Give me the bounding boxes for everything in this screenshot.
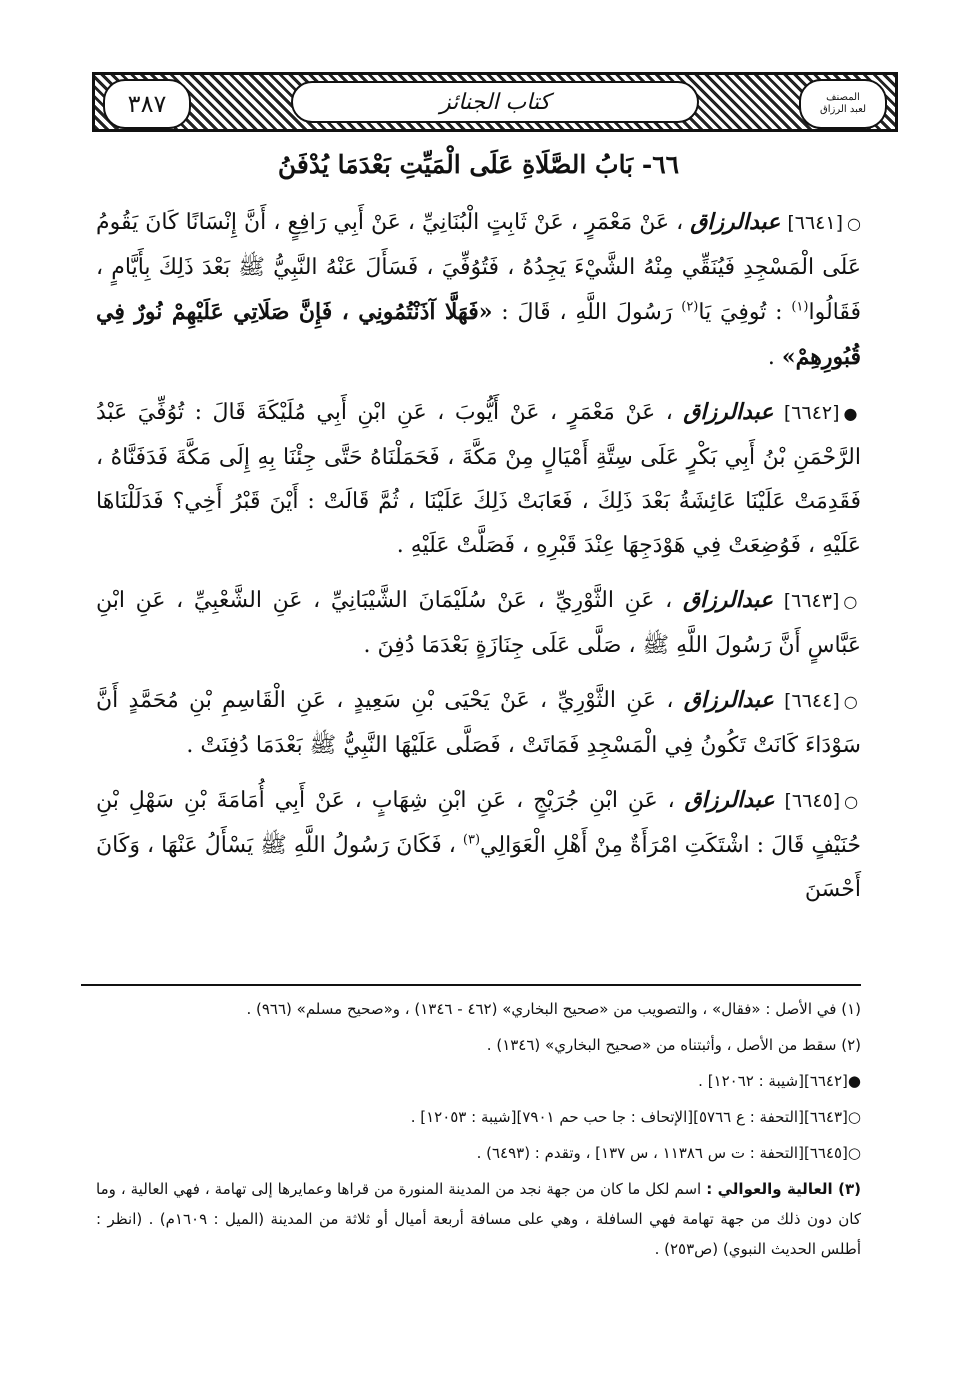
hadith-number: [٦٦٤٣] bbox=[783, 590, 840, 612]
footnote-divider bbox=[81, 984, 861, 986]
hadith-text: ، عَنِ ابْنِ جُرَيْجٍ ، عَنِ ابْنِ شِهَابٍ ، عَنْ أَبِي أُمَامَةَ بْنِ سَهْلِ بْنِ حُنَيْفٍ قَالَ : اشْتَكَتِ امْرَأَةٌ مِنْ أَهْلِ الْعَوَالِي bbox=[96, 788, 861, 858]
takhrij-6642: ●[٦٦٤٢][شيبة : ١٢٠٦٢] . bbox=[698, 1072, 861, 1090]
narrator: عبدالرزاق bbox=[682, 587, 774, 613]
hadith-number: [٦٦٤٥] bbox=[784, 790, 841, 812]
main-text bbox=[96, 200, 861, 922]
hadith-marker: ○ bbox=[843, 592, 862, 611]
header-title-cartouche bbox=[291, 81, 699, 123]
hadith-text: ، فَكَانَ رَسُولُ اللَّهِ ﷺ يَسْأَلُ عَنْهَا ، وَكَانَ أَحْسَنَ bbox=[96, 833, 861, 902]
hadith-number: [٦٦٤٢] bbox=[783, 402, 840, 424]
hadith-6644 bbox=[96, 678, 861, 768]
prophetic-quote: «فَهَلَّا آذَنْتُمُونِي ، فَإِنَّ صَلَاتِي عَلَيْهِمْ نُورٌ فِي قُبُورِهِمْ» bbox=[96, 299, 861, 370]
hadith-6641 bbox=[96, 200, 861, 380]
footnote-ref: (٣) bbox=[462, 832, 481, 848]
hadith-text: ، عَنْ مَعْمَرٍ ، عَنْ ثَابِتٍ الْبُنَانِيِّ ، عَنْ أَبِي رَافِعٍ ، أَنَّ إِنْسَانًا كَانَ يَقُومُ عَلَى الْمَسْجِدِ فَيُنَقِّي مِنْهُ الشَّيْءَ يَجِدُهُ ، فَتُوُفِّيَ ، فَسَأَلَ عَنْهُ النَّبِيُّ ﷺ بَعْدَ ذَلِكَ بِأَيَّامٍ ، فَقَالُوا bbox=[96, 210, 861, 325]
hadith-text: رَسُولَ اللَّهِ ، قَالَ : bbox=[501, 300, 673, 325]
footnote-2: (٢) سقط من الأصل ، وأثبتناه من «صحيح البخاري» (١٣٤٦) . bbox=[486, 1036, 861, 1054]
hadith-end: . bbox=[767, 345, 775, 370]
footnotes bbox=[96, 994, 861, 1270]
narrator: عبدالرزاق bbox=[683, 687, 774, 713]
emblem-text: المصنف لعبد الرزاق bbox=[819, 92, 867, 115]
page-number: ٣٨٧ bbox=[103, 79, 191, 129]
hadith-marker: ● bbox=[843, 404, 862, 423]
hadith-marker: ○ bbox=[847, 214, 862, 233]
footnote-3 bbox=[96, 1174, 861, 1264]
page-header bbox=[92, 72, 898, 132]
chapter-title: ٦٦- بَابُ الصَّلَاةِ عَلَى الْمَيِّتِ بَعْدَمَا يُدْفَنُ bbox=[277, 150, 680, 179]
narrator: عبدالرزاق bbox=[690, 209, 781, 235]
hadith-number: [٦٦٤١] bbox=[787, 212, 844, 234]
hadith-6642 bbox=[96, 390, 861, 568]
narrator: عبدالرزاق bbox=[683, 399, 774, 425]
hadith-text: ، عَنِ الثَّوْرِيِّ ، عَنْ يَحْيَى بْنِ سَعِيدٍ ، عَنِ الْقَاسِمِ بْنِ مُحَمَّدٍ أَنَّ سَوْدَاءَ كَانَتْ تَكُونُ فِي الْمَسْجِدِ فَمَاتَتْ ، فَصَلَّى عَلَيْهَا النَّبِيُّ ﷺ بَعْدَمَا دُفِنَتْ . bbox=[96, 688, 861, 758]
takhrij-6643: ○[٦٦٤٣][التحفة : ع ٥٧٦٦][الإتحاف : جا حب حم ٧٩٠١][شيبة : ١٢٠٥٣] . bbox=[410, 1108, 861, 1126]
hadith-text: ، عَنْ مَعْمَرٍ ، عَنْ أَيُّوبَ ، عَنِ ابْنِ أَبِي مُلَيْكَةَ قَالَ : تُوُفِّيَ عَبْدُ الرَّحْمَنِ بْنُ أَبِي بَكْرٍ عَلَى سِتَّةِ أَمْيَالٍ مِنْ مَكَّةَ ، فَحَمَلْنَاهُ حَتَّى جِئْنَا بِهِ إِلَى مَكَّةَ فَدَفَنَّاهُ ، فَقَدِمَتْ عَلَيْنَا عَائِشَةُ بَعْدَ ذَلِكَ ، فَعَابَتْ ذَلِكَ عَلَيْنَا ، ثُمَّ قَالَتْ : أَيْنَ قَبْرُ أَخِي؟ فَدَلَلْنَاهَا عَلَيْهِ ، فَوُضِعَتْ فِي هَوْدَجِهَا عِنْدَ قَبْرِهِ ، فَصَلَّتْ عَلَيْهِ . bbox=[96, 400, 861, 558]
footnote-3-term: (٣) العالية والعوالي : bbox=[706, 1180, 861, 1198]
book-title: كتاب الجنائز bbox=[439, 89, 551, 115]
hadith-marker: ○ bbox=[843, 692, 861, 711]
hadith-6645 bbox=[96, 778, 861, 912]
hadith-text: : تُوفِيَ يَا bbox=[698, 300, 783, 325]
footnote-ref: (٢) bbox=[681, 299, 699, 315]
hadith-number: [٦٦٤٤] bbox=[784, 690, 840, 712]
hadith-text: ، عَنِ الثَّوْرِيِّ ، عَنْ سُلَيْمَانَ الشَّيْبَانِيِّ ، عَنِ الشَّعْبِيِّ ، عَنِ ابْنِ عَبَّاسٍ أَنَّ رَسُولَ اللَّهِ ﷺ ، صَلَّى عَلَى جِنَازَةٍ بَعْدَمَا دُفِنَ . bbox=[96, 588, 861, 658]
footnote-ref: (١) bbox=[791, 299, 809, 315]
hadith-6643 bbox=[96, 578, 861, 668]
footnote-3-text: اسم لكل ما كان من جهة نجد من المدينة المنورة من قراها وعمايرها إلى تهامة ، فهي العالية ، وما كان دون ذلك من جهة تهامة فهي السافلة ، وهي على مسافة أربعة أميال أو ثلاثة من المدينة (الميل : ١٦٠٩م) . (انظر : أطلس الحديث النبوي) (ص٢٥٣) . bbox=[96, 1180, 862, 1258]
book-emblem bbox=[799, 79, 887, 129]
narrator: عبدالرزاق bbox=[684, 787, 775, 813]
hadith-marker: ○ bbox=[844, 792, 861, 811]
footnote-1: (١) في الأصل : «فقال» ، والتصويب من «صحيح البخاري» (٤٦٢ - ١٣٤٦) ، و«صحيح مسلم» (٩٦٦) . bbox=[246, 1000, 861, 1018]
takhrij-6645: ○[٦٦٤٥][التحفة : ت س ١١٣٨٦ ، س ١٣٧] ، وتقدم : (٦٤٩٣) . bbox=[476, 1144, 861, 1162]
